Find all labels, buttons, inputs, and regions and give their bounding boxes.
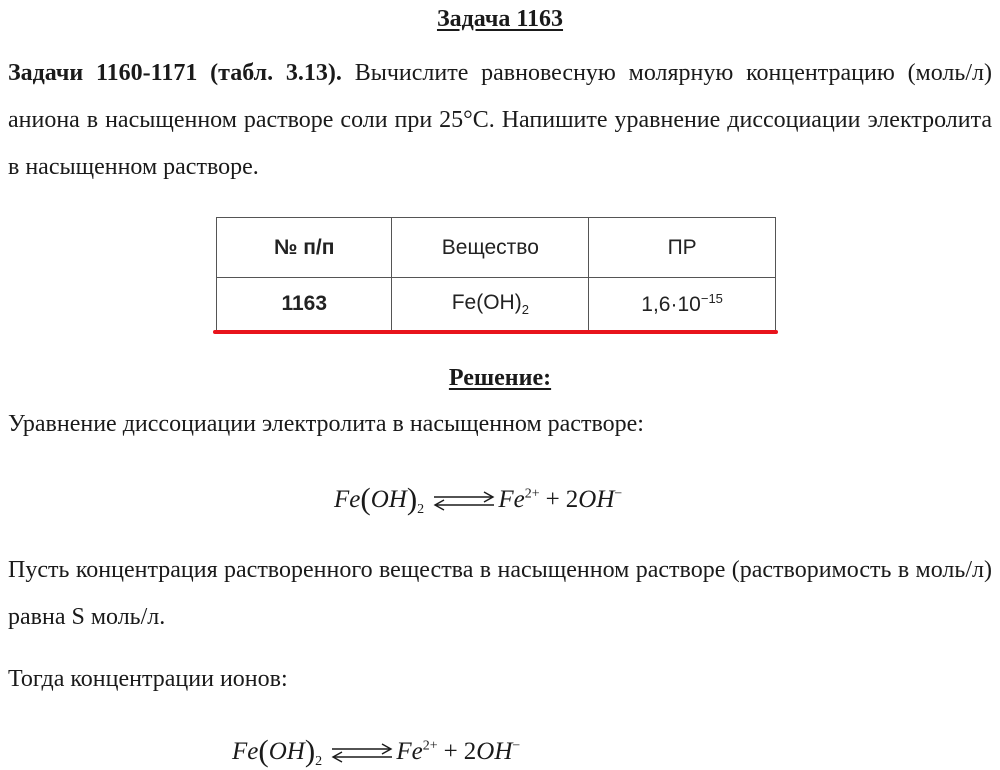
ions-label: Тогда концентрации ионов: xyxy=(8,666,288,692)
table-header-row xyxy=(217,218,776,278)
header-pr: ПР xyxy=(589,218,776,278)
eq-lhs-subscript: 2 xyxy=(417,502,425,517)
eq2-cation: Fe xyxy=(396,738,423,765)
pr-exponent: −15 xyxy=(700,291,723,306)
dissociation-label: Уравнение диссоциации электролита в насыщенном растворе: xyxy=(8,411,644,437)
eq2-anion: OH xyxy=(476,738,513,765)
eq-lhs-base: Fe xyxy=(334,486,361,513)
eq-lhs-close: ) xyxy=(406,481,418,516)
task-statement-text: Вычислите равновесную молярную концентрацию (моль/л) аниона в насыщенном растворе соли при 25°С. Напишите уравнение диссоциации электролита в насыщенном растворе. xyxy=(8,60,992,180)
eq-anion: OH xyxy=(578,486,615,513)
task-statement xyxy=(8,50,992,191)
header-number: № п/п xyxy=(217,218,392,278)
eq2-plus: + xyxy=(443,738,458,765)
eq-anion-charge: − xyxy=(614,486,623,502)
eq-lhs-open: ( xyxy=(360,481,371,516)
eq-lhs-group: OH xyxy=(370,486,407,513)
eq-coefficient: 2 xyxy=(565,486,579,513)
solubility-paragraph: Пусть концентрация растворенного вещества в насыщенном растворе (растворимость в моль/л) равна S моль/л. xyxy=(8,557,992,630)
task-range-label: Задачи 1160-1171 (табл. 3.13). xyxy=(8,60,342,86)
eq2-lhs-open: ( xyxy=(258,733,269,768)
table-row xyxy=(217,278,776,331)
eq-plus: + xyxy=(545,486,560,513)
substance-subscript: 2 xyxy=(521,302,529,318)
eq2-lhs-subscript: 2 xyxy=(315,754,323,769)
equilibrium-arrow-icon xyxy=(330,742,394,764)
eq2-cation-charge: 2+ xyxy=(422,738,438,754)
cell-pr xyxy=(589,278,776,331)
substance-formula: Fe(OH) xyxy=(451,290,522,314)
eq-cation: Fe xyxy=(498,486,525,513)
cell-substance xyxy=(392,278,589,331)
header-substance: Вещество xyxy=(392,218,589,278)
eq2-lhs-close: ) xyxy=(304,733,316,768)
data-table xyxy=(216,217,776,331)
eq-cation-charge: 2+ xyxy=(524,486,540,502)
cell-number: 1163 xyxy=(217,278,392,331)
eq2-lhs-base: Fe xyxy=(232,738,259,765)
pr-value: 1,6·10 xyxy=(641,293,701,316)
solution-heading: Решение: xyxy=(448,365,552,391)
red-underline xyxy=(213,330,778,334)
equilibrium-arrow-icon xyxy=(432,490,496,512)
eq2-coefficient: 2 xyxy=(463,738,477,765)
eq2-anion-charge: − xyxy=(512,738,521,754)
eq2-lhs-group: OH xyxy=(268,738,305,765)
task-title: Задача 1163 xyxy=(436,6,564,32)
dissociation-equation xyxy=(334,481,622,518)
ions-equation xyxy=(232,733,520,770)
